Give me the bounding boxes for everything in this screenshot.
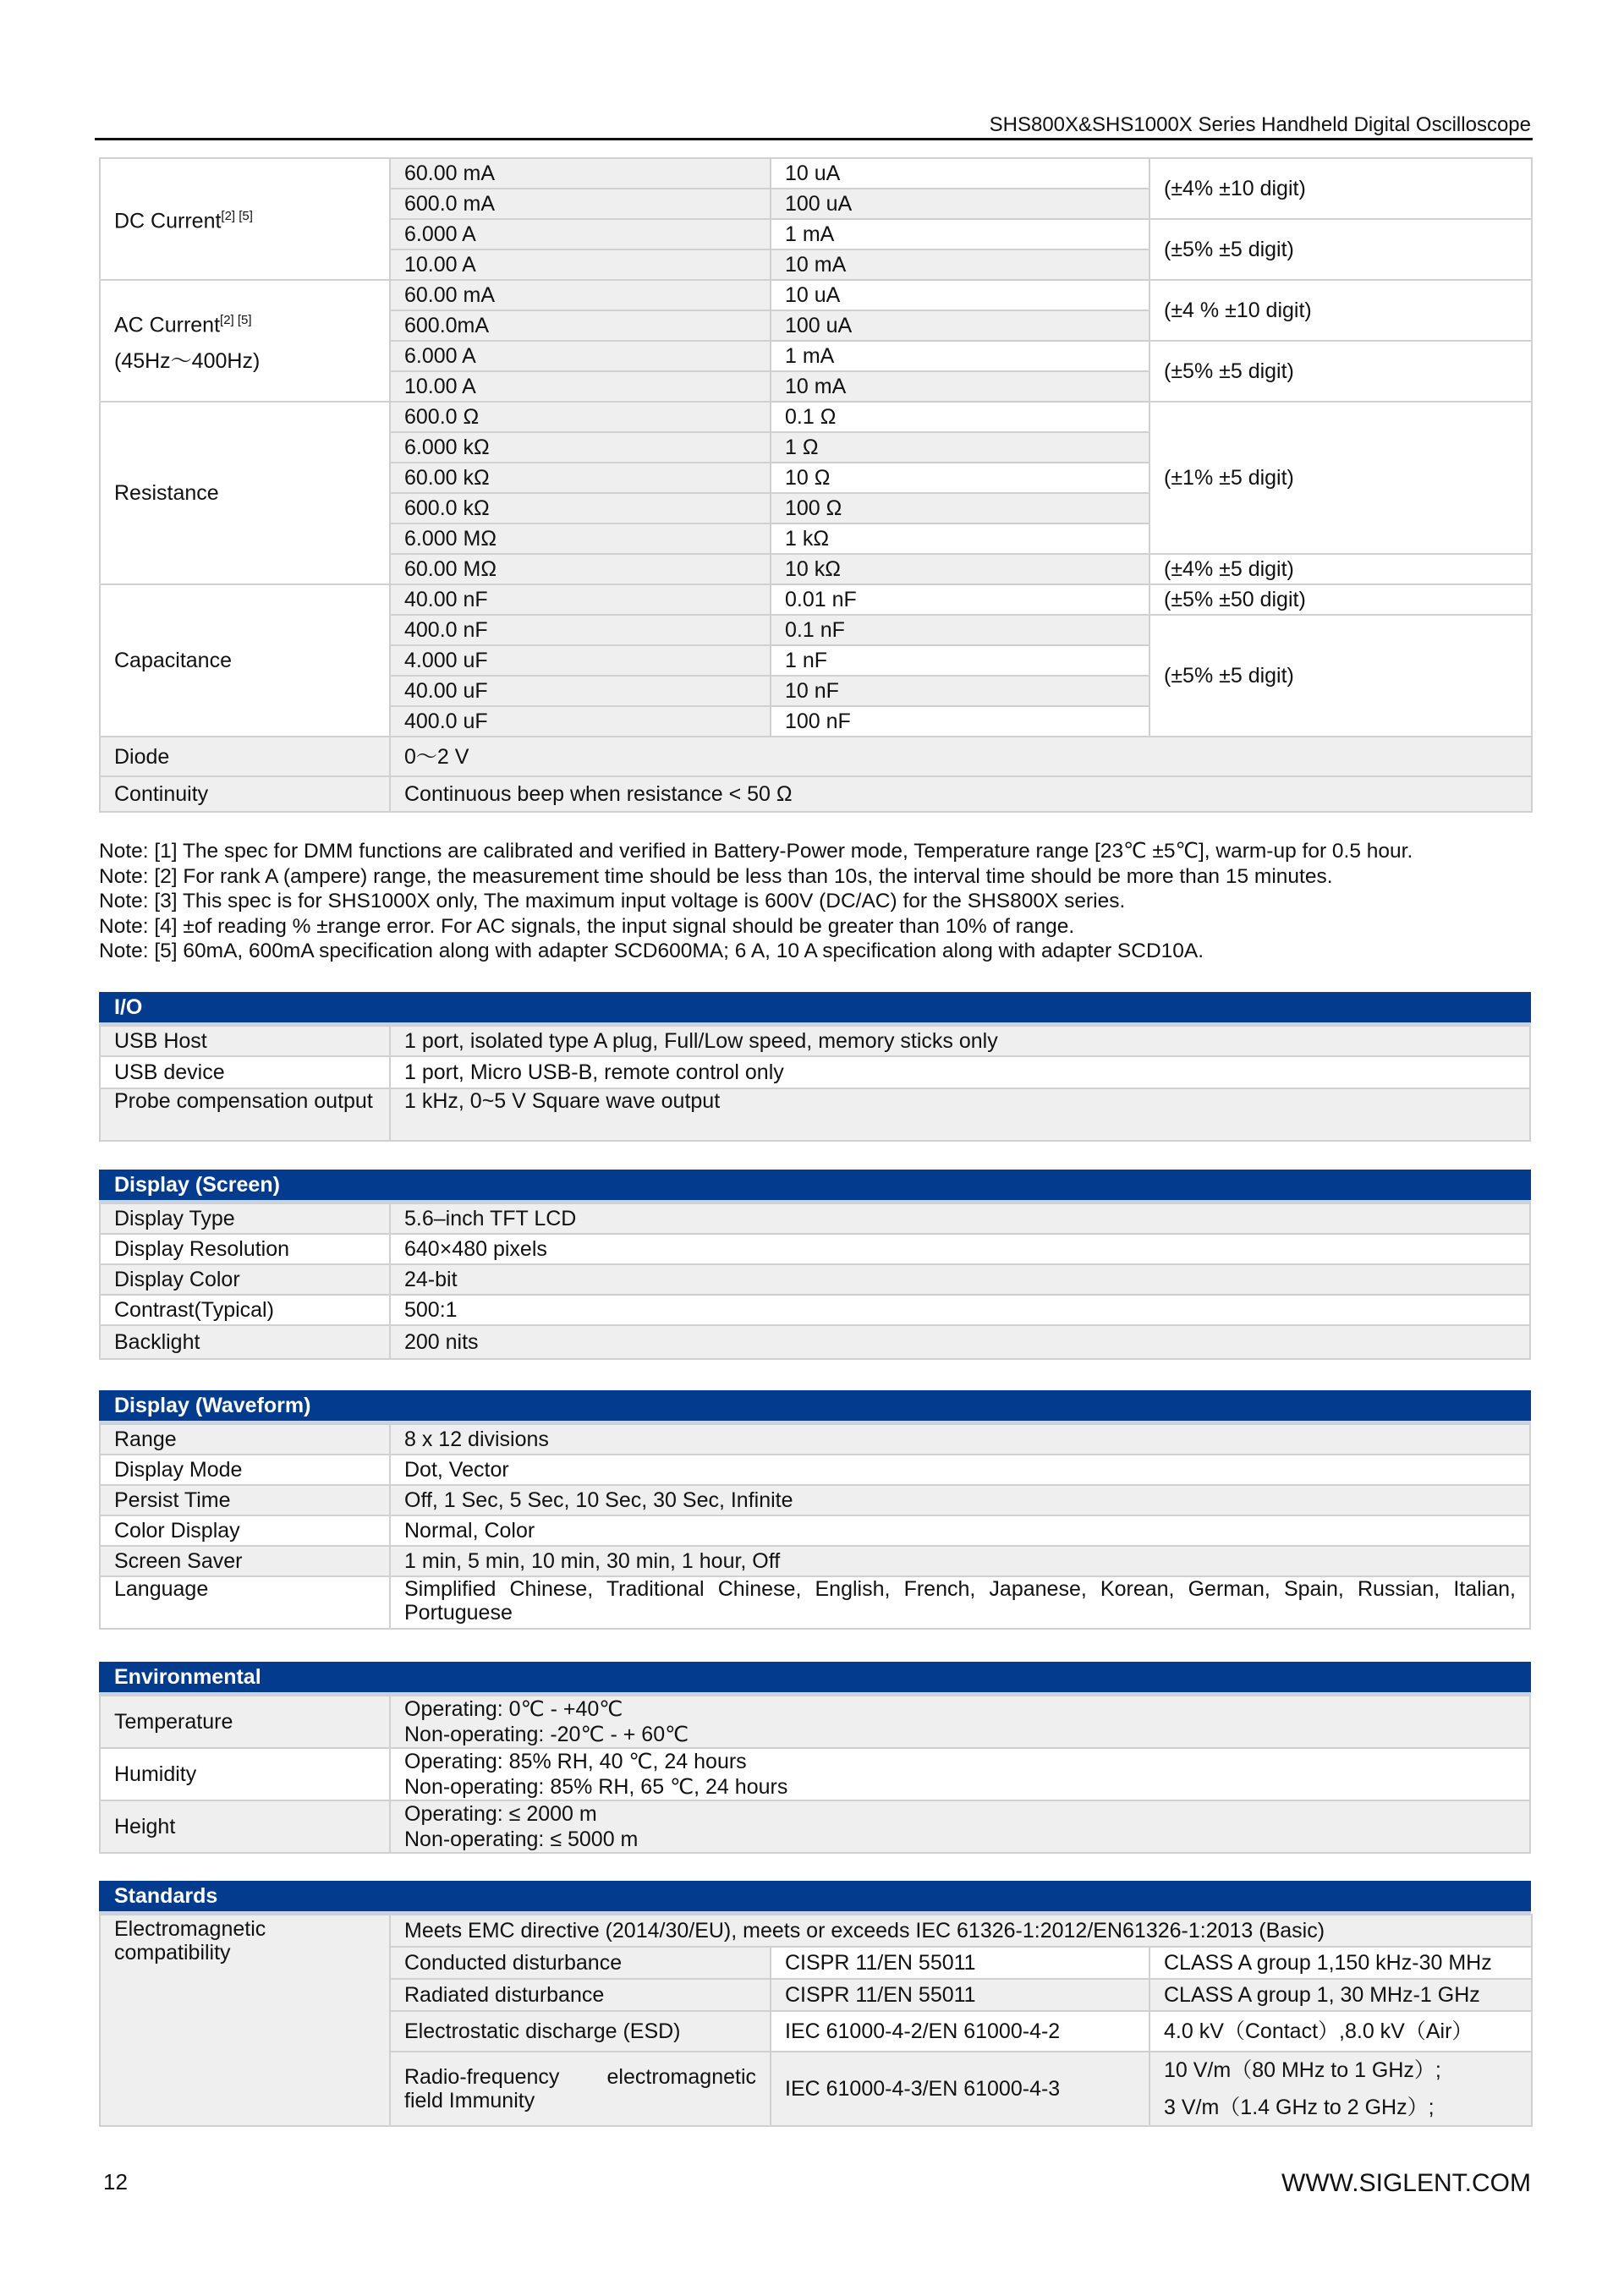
spec-value: 500:1 [390, 1295, 1530, 1325]
test-level: CLASS A group 1, 30 MHz-1 GHz [1149, 1979, 1532, 2011]
spec-value: 8 x 12 divisions [390, 1424, 1530, 1455]
test-name: Radio-frequency electromagnetic field Immunity [390, 2052, 771, 2126]
function-label: Resistance [100, 402, 390, 584]
spec-value [390, 1696, 1530, 1748]
spec-label: Backlight [100, 1325, 390, 1359]
resolution-cell: 10 mA [771, 249, 1149, 280]
spec-label: Persist Time [100, 1485, 390, 1515]
resolution-cell: 1 Ω [771, 432, 1149, 463]
section-title: Environmental [99, 1662, 1531, 1695]
table-row [100, 1800, 1530, 1853]
spec-value: 1 port, isolated type A plug, Full/Low speed, memory sticks only [390, 1026, 1530, 1056]
range-cell: 6.000 A [390, 219, 771, 249]
table-row [100, 1325, 1530, 1359]
section-display-waveform [99, 1390, 1531, 1630]
function-label: Capacitance [100, 584, 390, 737]
resolution-cell: 1 kΩ [771, 523, 1149, 554]
test-level [1149, 2052, 1532, 2126]
footnote-ref: [2] [5] [221, 209, 253, 224]
range-cell: 60.00 mA [390, 158, 771, 189]
spec-label: Contrast(Typical) [100, 1295, 390, 1325]
table-row [100, 1424, 1530, 1455]
section-standards [99, 1881, 1533, 2127]
spec-label: Screen Saver [100, 1546, 390, 1576]
spec-value: Off, 1 Sec, 5 Sec, 10 Sec, 30 Sec, Infinite [390, 1485, 1530, 1515]
spec-label: Display Mode [100, 1455, 390, 1485]
table-row [100, 776, 1532, 812]
range-cell: 60.00 kΩ [390, 463, 771, 493]
table-row [100, 737, 1532, 776]
website: WWW.SIGLENT.COM [1281, 2169, 1531, 2197]
resolution-cell: 10 Ω [771, 463, 1149, 493]
table-row [100, 1203, 1530, 1234]
standard-ref: IEC 61000-4-3/EN 61000-4-3 [771, 2052, 1149, 2126]
range-cell: 10.00 A [390, 371, 771, 402]
accuracy-cell: (±4% ±10 digit) [1149, 158, 1532, 219]
spec-value [390, 1800, 1530, 1853]
test-name: Conducted disturbance [390, 1947, 771, 1979]
spec-label: USB Host [100, 1026, 390, 1056]
range-cell: 600.0mA [390, 310, 771, 341]
note-4: Note: [4] ±of reading % ±range error. For AC signals, the input signal should be greater than 10% of range. [99, 914, 1075, 938]
resolution-cell: 1 nF [771, 645, 1149, 676]
table-row [100, 1576, 1530, 1629]
range-cell: 6.000 A [390, 341, 771, 371]
section-title: Display (Waveform) [99, 1390, 1531, 1423]
table-row [100, 1485, 1530, 1515]
header-rule [95, 138, 1533, 140]
standard-ref: IEC 61000-4-2/EN 61000-4-2 [771, 2011, 1149, 2052]
function-label: Continuity [100, 776, 390, 812]
resolution-cell: 1 mA [771, 219, 1149, 249]
test-name: Radiated disturbance [390, 1979, 771, 2011]
running-header: SHS800X&SHS1000X Series Handheld Digital Oscilloscope [989, 113, 1531, 136]
resolution-cell: 100 Ω [771, 493, 1149, 523]
function-label [100, 158, 390, 280]
table-row [100, 1295, 1530, 1325]
section-io [99, 992, 1531, 1142]
section-display-screen [99, 1170, 1531, 1360]
table-row [100, 1546, 1530, 1576]
spec-label: Range [100, 1424, 390, 1455]
range-cell: 40.00 nF [390, 584, 771, 615]
standard-ref: CISPR 11/EN 55011 [771, 1947, 1149, 1979]
resolution-cell: 1 mA [771, 341, 1149, 371]
range-cell: 6.000 kΩ [390, 432, 771, 463]
resolution-cell: 100 nF [771, 706, 1149, 737]
label-text: DC Current [114, 209, 222, 233]
test-level: CLASS A group 1,150 kHz-30 MHz [1149, 1947, 1532, 1979]
spec-label: Display Type [100, 1203, 390, 1234]
value-line: Non-operating: ≤ 5000 m [404, 1827, 639, 1851]
standard-ref: CISPR 11/EN 55011 [771, 1979, 1149, 2011]
table-row [100, 158, 1532, 189]
spec-label: Humidity [100, 1748, 390, 1800]
resolution-cell: 10 uA [771, 280, 1149, 310]
section-title: Display (Screen) [99, 1170, 1531, 1203]
accuracy-cell: (±4% ±5 digit) [1149, 554, 1532, 584]
accuracy-cell: (±1% ±5 digit) [1149, 402, 1532, 554]
table-row [100, 1234, 1530, 1264]
range-cell: 6.000 MΩ [390, 523, 771, 554]
spec-value: 24-bit [390, 1264, 1530, 1295]
directive-cell: Meets EMC directive (2014/30/EU), meets or exceeds IEC 61326-1:2012/EN61326-1:2013 (Basic) [390, 1915, 1532, 1947]
spec-label: Temperature [100, 1696, 390, 1748]
resolution-cell: 10 uA [771, 158, 1149, 189]
accuracy-cell: (±5% ±50 digit) [1149, 584, 1532, 615]
accuracy-cell: (±5% ±5 digit) [1149, 341, 1532, 402]
spec-value: Simplified Chinese, Traditional Chinese, English, French, Japanese, Korean, German, Spain, Russian, Italian, Portuguese [390, 1576, 1530, 1629]
value-line: Operating: 0℃ - +40℃ [404, 1697, 623, 1721]
range-cell: 60.00 mA [390, 280, 771, 310]
spec-value: 200 nits [390, 1325, 1530, 1359]
function-label: Diode [100, 737, 390, 776]
spec-value: 5.6–inch TFT LCD [390, 1203, 1530, 1234]
spec-label: Electromagnetic compatibility [100, 1915, 390, 2126]
notes [99, 839, 1413, 964]
spec-value [390, 1748, 1530, 1800]
note-2: Note: [2] For rank A (ampere) range, the measurement time should be less than 10s, the interval time should be more than 15 minutes. [99, 864, 1333, 888]
accuracy-cell: (±4 % ±10 digit) [1149, 280, 1532, 341]
value-line: Operating: ≤ 2000 m [404, 1802, 597, 1826]
range-cell: 400.0 uF [390, 706, 771, 737]
range-cell: 10.00 A [390, 249, 771, 280]
accuracy-cell: (±5% ±5 digit) [1149, 219, 1532, 280]
range-cell: 600.0 kΩ [390, 493, 771, 523]
test-level: 4.0 kV（Contact）,8.0 kV（Air） [1149, 2011, 1532, 2052]
footnote-ref: [2] [5] [220, 313, 252, 328]
resolution-cell: 100 uA [771, 310, 1149, 341]
function-label [100, 280, 390, 402]
section-title: Standards [99, 1881, 1531, 1914]
range-cell: 40.00 uF [390, 676, 771, 706]
range-cell: 400.0 nF [390, 615, 771, 645]
value-line: 3 V/m（1.4 GHz to 2 GHz）; [1164, 2096, 1435, 2119]
test-name: Electrostatic discharge (ESD) [390, 2011, 771, 2052]
spec-value: Dot, Vector [390, 1455, 1530, 1485]
resolution-cell: 10 kΩ [771, 554, 1149, 584]
spec-value: 640×480 pixels [390, 1234, 1530, 1264]
spec-value: Normal, Color [390, 1515, 1530, 1546]
spec-label: Display Resolution [100, 1234, 390, 1264]
spec-value: 1 port, Micro USB-B, remote control only [390, 1056, 1530, 1088]
resolution-cell: 0.1 nF [771, 615, 1149, 645]
value-line: Non-operating: 85% RH, 65 ℃, 24 hours [404, 1775, 788, 1799]
range-cell: 4.000 uF [390, 645, 771, 676]
page-number: 12 [103, 2169, 128, 2195]
resolution-cell: 100 uA [771, 189, 1149, 219]
note-3: Note: [3] This spec is for SHS1000X only, The maximum input voltage is 600V (DC/AC) for the SHS800X series. [99, 890, 1126, 912]
table-row [100, 1026, 1530, 1056]
table-row [100, 1056, 1530, 1088]
range-cell: 600.0 Ω [390, 402, 771, 432]
table-row [100, 1455, 1530, 1485]
value-line: Non-operating: -20℃ - + 60℃ [404, 1723, 689, 1746]
spec-value: 1 kHz, 0~5 V Square wave output [390, 1088, 1530, 1141]
note-1: Note: [1] The spec for DMM functions are calibrated and verified in Battery-Power mode, Temperature range [23℃ ±5℃], warm-up for 0.5 hour. [99, 840, 1413, 863]
frequency-range: (45Hz～400Hz) [114, 348, 261, 373]
spec-label: Display Color [100, 1264, 390, 1295]
value-line: Operating: 85% RH, 40 ℃, 24 hours [404, 1750, 747, 1773]
spec-label: USB device [100, 1056, 390, 1088]
range-cell: 60.00 MΩ [390, 554, 771, 584]
section-environmental [99, 1662, 1531, 1854]
spec-label: Height [100, 1800, 390, 1853]
spec-label: Language [100, 1576, 390, 1629]
spec-label: Probe compensation output [100, 1088, 390, 1141]
table-row [100, 584, 1532, 615]
value-line: 10 V/m（80 MHz to 1 GHz）; [1164, 2058, 1441, 2082]
table-row [100, 1696, 1530, 1748]
note-5: Note: [5] 60mA, 600mA specification along with adapter SCD600MA; 6 A, 10 A specification along with adapter SCD10A. [99, 940, 1204, 962]
resolution-cell: 10 nF [771, 676, 1149, 706]
resolution-cell: 0.01 nF [771, 584, 1149, 615]
resolution-cell: 0.1 Ω [771, 402, 1149, 432]
dmm-spec-table [99, 157, 1533, 813]
value-cell: 0～2 V [390, 737, 1532, 776]
resolution-cell: 10 mA [771, 371, 1149, 402]
table-row [100, 1515, 1530, 1546]
table-row [100, 402, 1532, 432]
section-title: I/O [99, 992, 1531, 1025]
spec-value: 1 min, 5 min, 10 min, 30 min, 1 hour, Off [390, 1546, 1530, 1576]
table-row [100, 1915, 1532, 1947]
spec-label: Color Display [100, 1515, 390, 1546]
accuracy-cell: (±5% ±5 digit) [1149, 615, 1532, 737]
table-row [100, 1748, 1530, 1800]
range-cell: 600.0 mA [390, 189, 771, 219]
table-row [100, 280, 1532, 310]
table-row [100, 1264, 1530, 1295]
value-cell: Continuous beep when resistance < 50 Ω [390, 776, 1532, 812]
label-text: AC Current [114, 313, 221, 337]
table-row [100, 1088, 1530, 1141]
